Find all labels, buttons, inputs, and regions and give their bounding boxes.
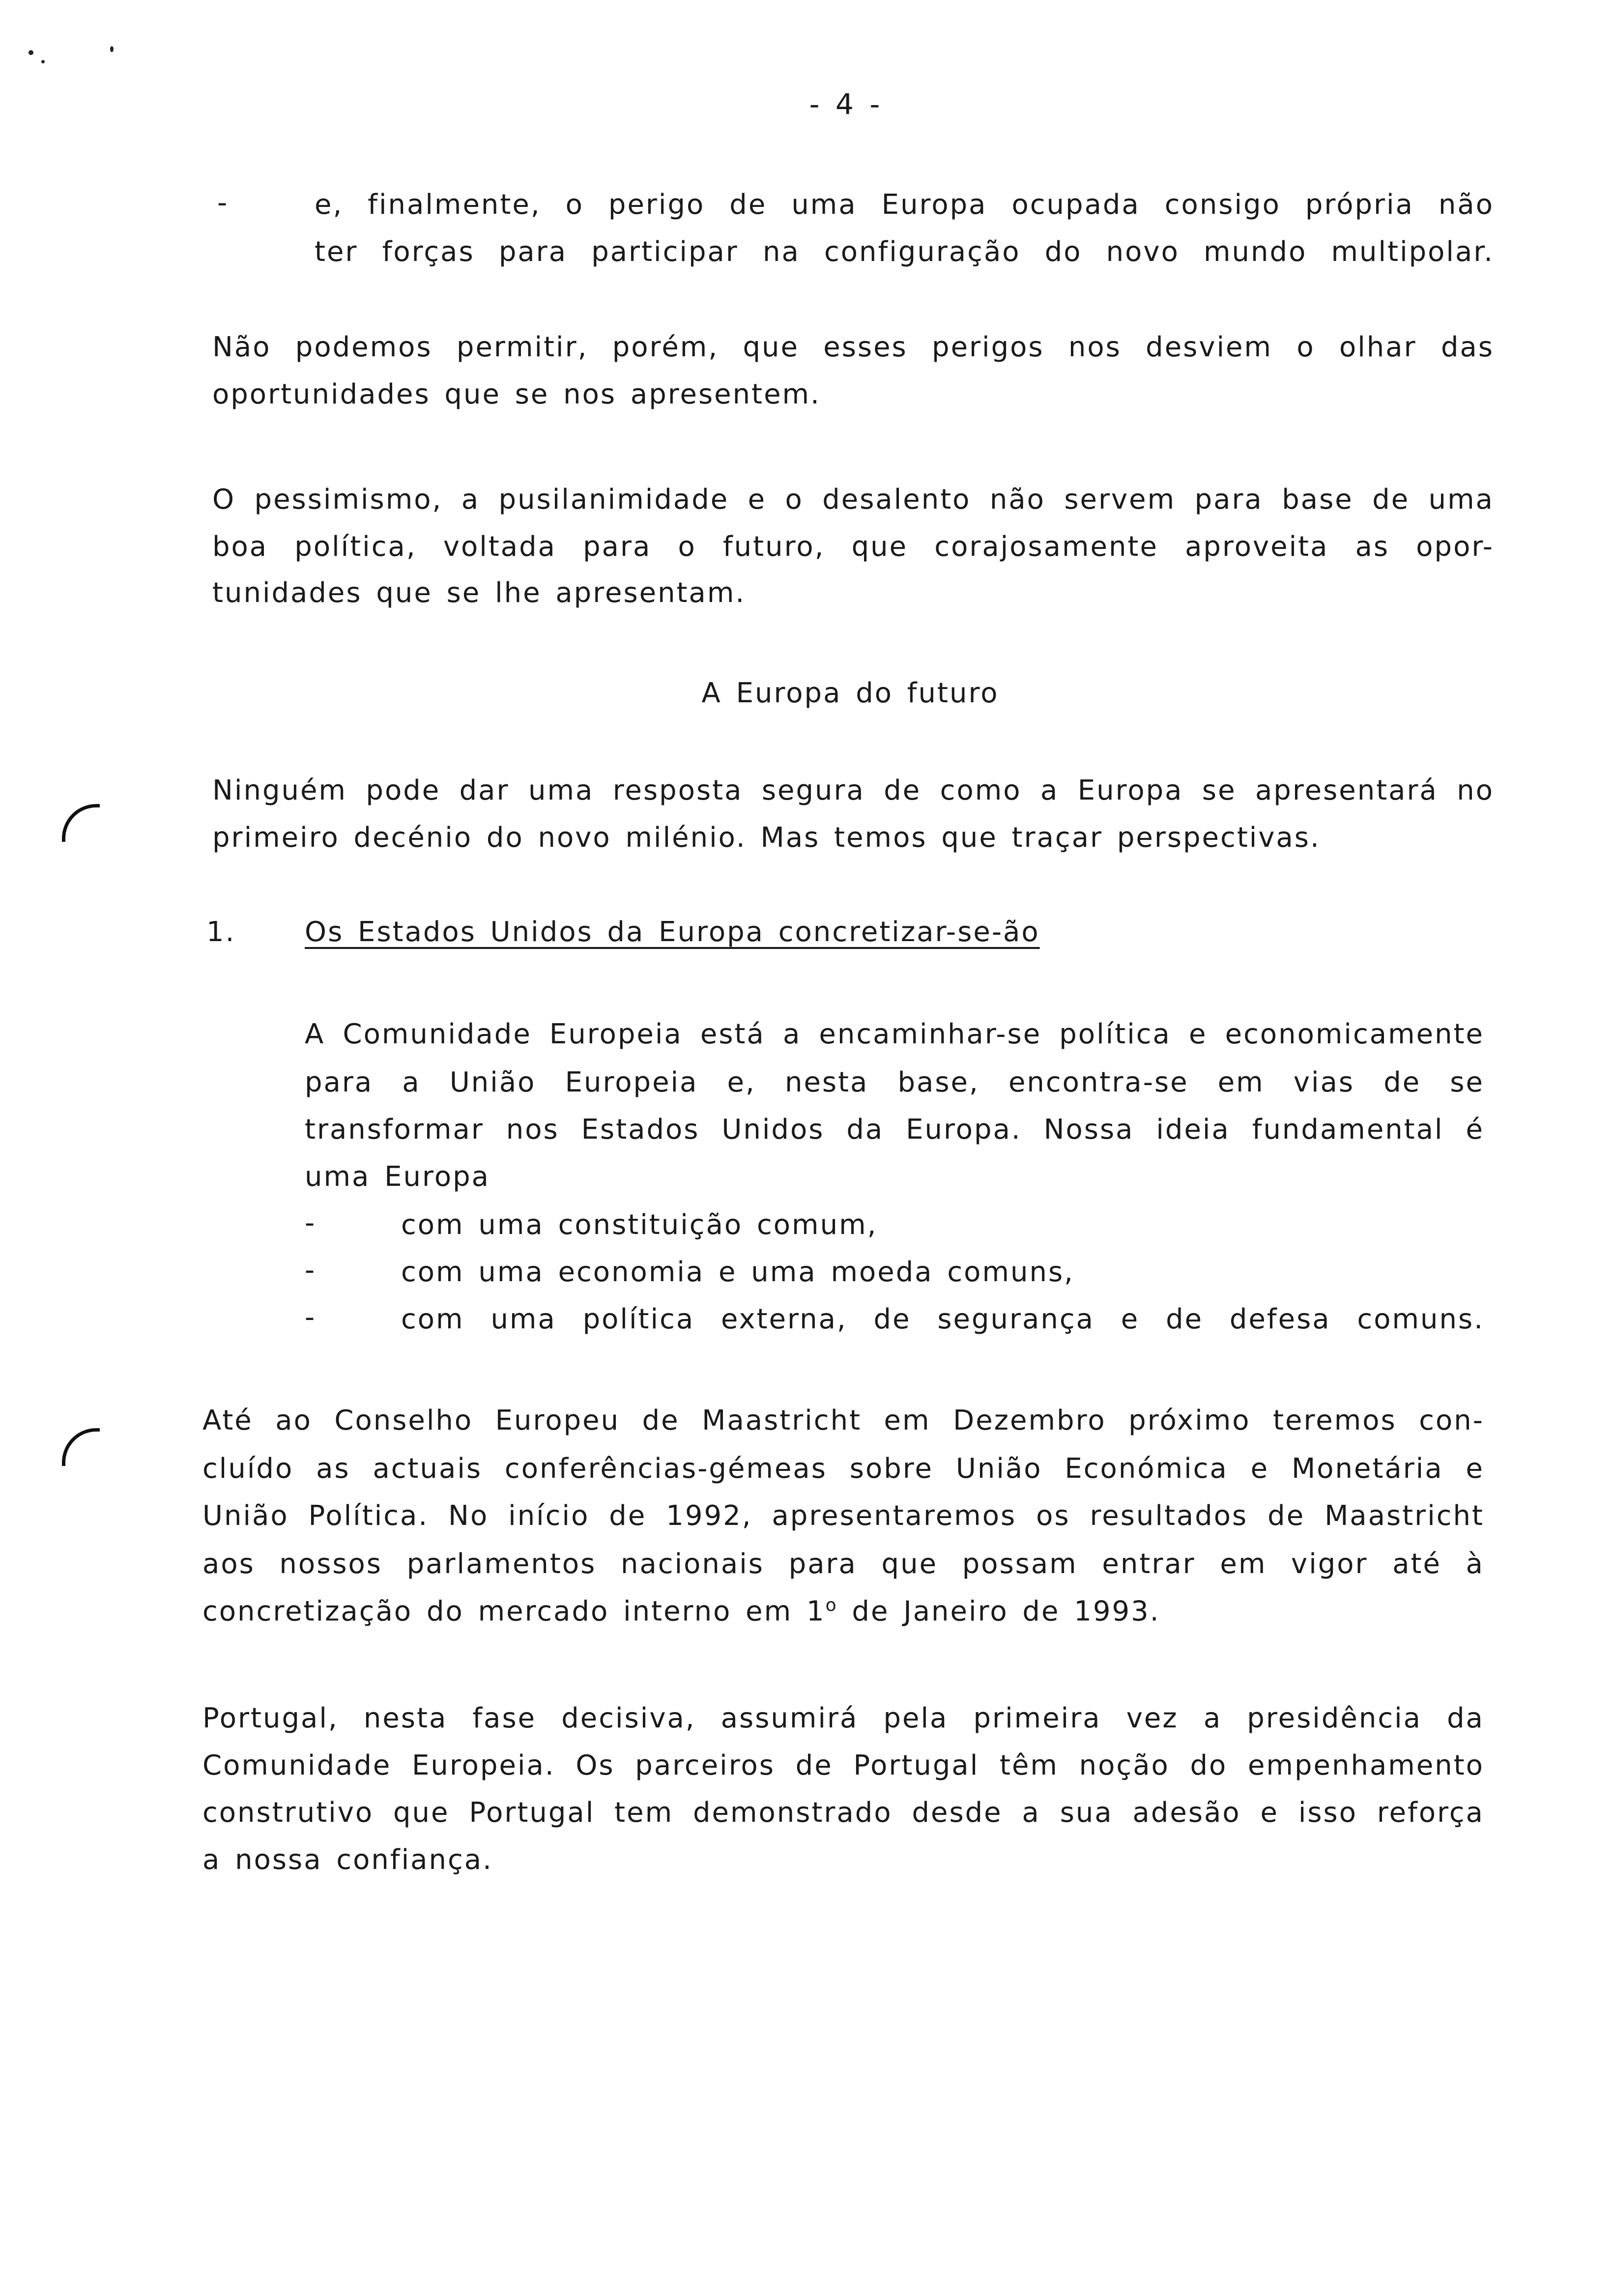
item-number: 1. [206, 916, 236, 948]
paragraph-line: tunidades que se lhe apresentam. [212, 577, 746, 609]
paragraph-line: Até ao Conselho Europeu de Maastricht em Dezembro próximo teremos con- [202, 1405, 1484, 1436]
scan-speck [110, 46, 114, 52]
list-item: com uma constituição comum, [401, 1209, 878, 1241]
paragraph-line: Comunidade Europeia. Os parceiros de Portugal têm noção do empenhamento [202, 1750, 1484, 1781]
page-number: - 4 - [809, 87, 882, 121]
margin-mark [62, 1428, 100, 1466]
item-body-line: uma Europa [305, 1161, 490, 1193]
paragraph-line: cluído as actuais conferências-gémeas sobre União Económica e Monetária e [202, 1453, 1484, 1485]
paragraph-line: construtivo que Portugal tem demonstrado desde a sua adesão e isso reforça [202, 1797, 1484, 1829]
paragraph-line: União Política. No início de 1992, apresentaremos os resultados de Maastricht [202, 1500, 1484, 1532]
bullet-dash: - [305, 1254, 317, 1286]
bullet-dash: - [305, 1301, 317, 1333]
paragraph-line: oportunidades que se nos apresentem. [212, 378, 821, 410]
paragraph-line: Não podemos permitir, porém, que esses perigos nos desviem o olhar das [212, 331, 1494, 363]
bullet-dash: - [305, 1207, 317, 1239]
paragraph-line: primeiro decénio do novo milénio. Mas temos que traçar perspectivas. [212, 822, 1321, 854]
scan-speck [29, 50, 33, 55]
ordinal-superscript: o [825, 1595, 838, 1615]
paragraph-line: aos nossos parlamentos nacionais para que possam entrar em vigor até à [202, 1548, 1484, 1580]
item-title: Os Estados Unidos da Europa concretizar-se-ão [305, 916, 1040, 948]
item-body-line: transformar nos Estados Unidos da Europa. Nossa ideia fundamental é [305, 1114, 1484, 1146]
paragraph-line: Ninguém pode dar uma resposta segura de como a Europa se apresentará no [212, 775, 1494, 806]
list-item: com uma política externa, de segurança e de defesa comuns. [401, 1303, 1484, 1335]
list-item: com uma economia e uma moeda comuns, [401, 1256, 1074, 1288]
paragraph-line: O pessimismo, a pusilanimidade e o desalento não servem para base de uma [212, 484, 1494, 516]
paragraph-text: concretização do mercado interno em 1 [202, 1595, 826, 1628]
paragraph-line: a nossa confiança. [202, 1844, 493, 1876]
intro-bullet-line: ter forças para participar na configuração do novo mundo multipolar. [315, 236, 1494, 268]
intro-bullet-line: e, finalmente, o perigo de uma Europa ocupada consigo própria não [315, 189, 1494, 221]
paragraph-line: Portugal, nesta fase decisiva, assumirá pela primeira vez a presidência da [202, 1702, 1484, 1734]
paragraph-line: boa política, voltada para o futuro, que corajosamente aproveita as opor- [212, 531, 1494, 563]
bullet-dash: - [217, 187, 229, 219]
section-heading: A Europa do futuro [701, 677, 999, 709]
paragraph-text: de Janeiro de 1993. [837, 1595, 1160, 1628]
item-body-line: para a União Europeia e, nesta base, encontra-se em vias de se [305, 1066, 1484, 1098]
scan-speck [41, 60, 45, 63]
paragraph-line [202, 1595, 1160, 1628]
margin-mark [62, 804, 100, 842]
item-body-line: A Comunidade Europeia está a encaminhar-se política e economicamente [305, 1018, 1484, 1050]
